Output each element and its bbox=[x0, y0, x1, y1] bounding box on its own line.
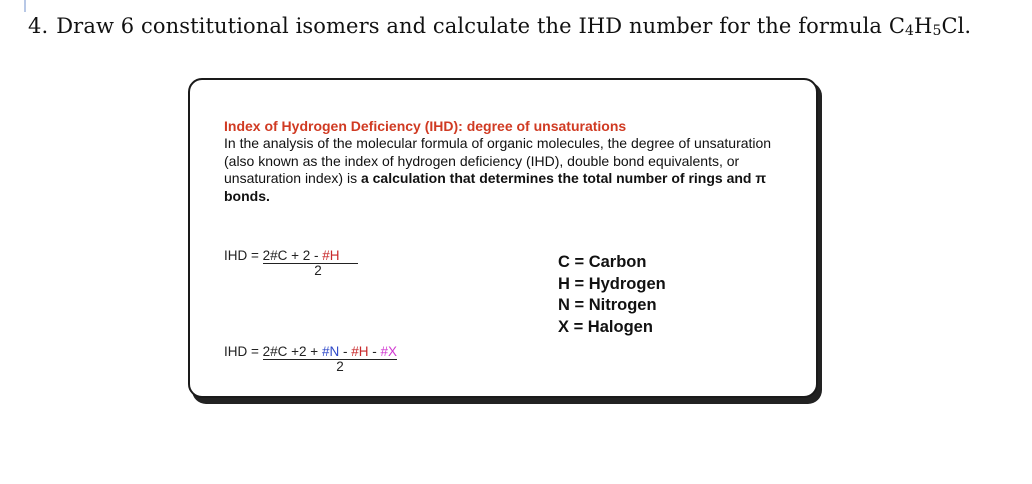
numerator-carbon-term: 2#C + 2 - bbox=[262, 248, 323, 263]
element-legend bbox=[558, 252, 666, 338]
chlorine-symbol: Cl. bbox=[941, 14, 972, 38]
numerator-separator: - bbox=[368, 344, 381, 359]
formula-numerator bbox=[263, 344, 397, 360]
legend-hydrogen: H = Hydrogen bbox=[558, 274, 666, 293]
numerator-carbon-term: 2#C +2 + bbox=[262, 344, 322, 359]
question-text: Draw 6 constitutional isomers and calculate the IHD number for the formula C bbox=[56, 14, 905, 38]
numerator-nitrogen-term: #N bbox=[321, 344, 340, 359]
ihd-description bbox=[224, 135, 804, 205]
numerator-separator: - bbox=[339, 344, 352, 359]
formula-numerator bbox=[263, 248, 359, 264]
formula-denominator: 2 bbox=[314, 263, 322, 278]
hydrogen-subscript: 5 bbox=[932, 23, 942, 39]
formula-lhs: IHD = bbox=[224, 248, 263, 263]
formula-denominator: 2 bbox=[336, 359, 344, 374]
hydrogen-symbol: H bbox=[914, 14, 933, 38]
legend-nitrogen: N = Nitrogen bbox=[558, 296, 657, 314]
question-heading bbox=[28, 14, 971, 38]
numerator-halogen-term: #X bbox=[380, 344, 397, 359]
numerator-hydrogen-term: #H bbox=[351, 344, 369, 359]
legend-halogen: X = Halogen bbox=[558, 317, 653, 336]
ihd-description-text: In the analysis of the molecular formula of organic molecules, the degree of unsaturation (also known as the index of hydrogen deficiency (IHD), double bond equivalents, or unsaturation index) is bbox=[224, 135, 772, 186]
ihd-formula-extended bbox=[224, 344, 456, 374]
numerator-hydrogen-term: #H bbox=[322, 248, 340, 263]
ihd-info-card bbox=[188, 78, 818, 398]
top-accent-bar bbox=[24, 0, 26, 12]
legend-carbon: C = Carbon bbox=[558, 253, 647, 271]
carbon-subscript: 4 bbox=[905, 23, 915, 39]
question-number: 4. bbox=[28, 14, 49, 38]
formula-lhs: IHD = bbox=[224, 344, 263, 359]
ihd-title: Index of Hydrogen Deficiency (IHD): degree of unsaturations bbox=[224, 118, 627, 134]
ihd-formula-basic bbox=[224, 248, 412, 278]
ihd-description-bold: a calculation that determines the total number of rings and π bonds. bbox=[224, 170, 767, 204]
